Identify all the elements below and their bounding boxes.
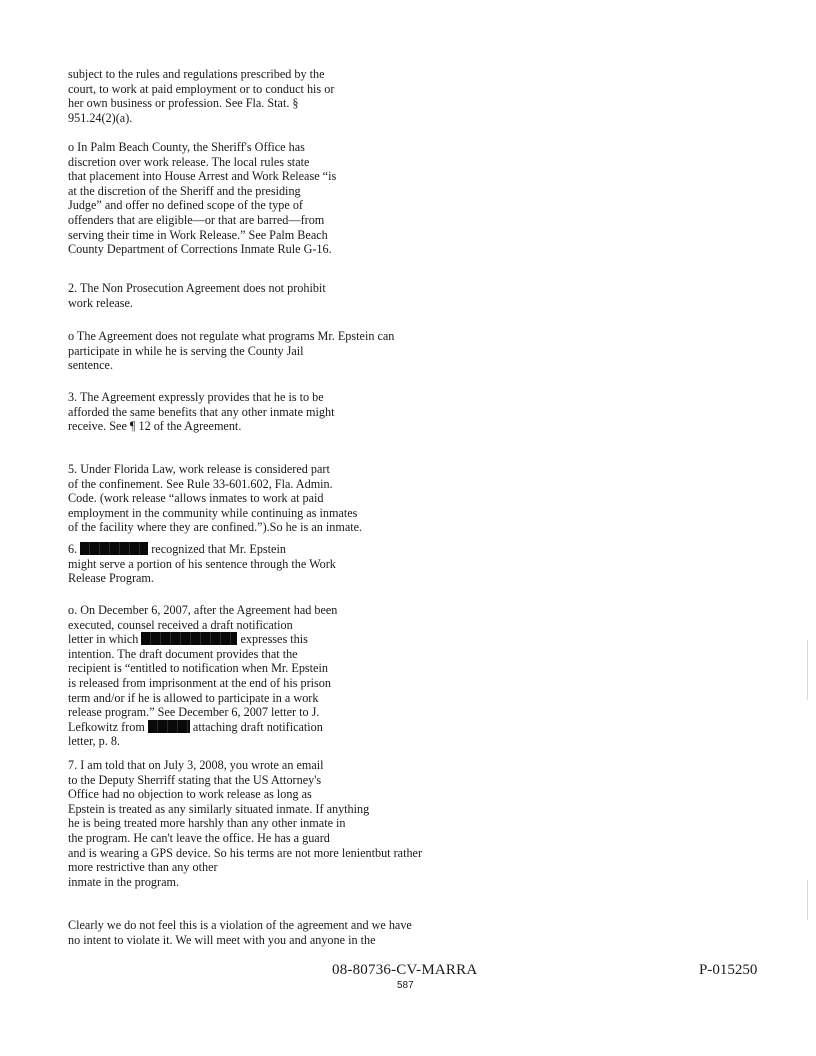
paragraph-notification-part-a: o. On December 6, 2007, after the Agreement had been executed, counsel received a draft notification letter in which bbox=[68, 603, 338, 647]
redaction-block bbox=[141, 632, 237, 645]
paragraph-conclusion: Clearly we do not feel this is a violation of the agreement and we have no intent to violate it. We will meet with you and anyone in the bbox=[68, 918, 412, 947]
scan-mark bbox=[807, 640, 808, 700]
bates-number: P-015250 bbox=[699, 962, 758, 978]
page-number: 587 bbox=[397, 980, 414, 991]
paragraph-notification-part-c: attaching draft notification letter, p. 8. bbox=[68, 719, 323, 749]
paragraph-7: 7. I am told that on July 3, 2008, you wrote an email to the Deputy Sherriff stating that the US Attorney's Office had no objection to work release as long as Epstein is treated as any similarly situated inmate. If anything he is being treated more harshly than any other inmate in the program. He can't leave the office. He has a guard and is wearing a GPS device. So his terms are not more lenientbut rather more restrictive than any other inmate in the program. bbox=[68, 758, 423, 889]
paragraph-3: 3. The Agreement expressly provides that he is to be afforded the same benefits that any other inmate might receive. See ¶ 12 of the Agreement. bbox=[68, 390, 335, 434]
paragraph-notification-part-b: expresses this intention. The draft document provides that the recipient is “entitled to notification when Mr. Epstein is released from imprisonment at the end of his prison term and/or if he is allowed to participate in a work release program.” See December 6, 2007 letter to J. Lefkowitz from bbox=[68, 632, 331, 734]
redaction-block bbox=[80, 542, 148, 555]
paragraph-statute: subject to the rules and regulations prescribed by the court, to work at paid employment or to conduct his or her own business or profession. See Fla. Stat. § 951.24(2)(a). bbox=[68, 67, 335, 125]
case-number: 08-80736-CV-MARRA bbox=[332, 962, 478, 978]
paragraph-2: 2. The Non Prosecution Agreement does not prohibit work release. bbox=[68, 281, 326, 310]
paragraph-agreement-programs: o The Agreement does not regulate what programs Mr. Epstein can participate in while he is serving the County Jail sentence. bbox=[68, 329, 395, 373]
paragraph-palm-beach: o In Palm Beach County, the Sheriff's Office has discretion over work release. The local rules state that placement into House Arrest and Work Release “is at the discretion of the Sheriff and the presiding Judge” and offer no defined scope of the type of offenders that are eligible—or that are barred—from serving their time in Work Release.” See Palm Beach County Department of Corrections Inmate Rule G-16. bbox=[68, 140, 337, 257]
paragraph-6 bbox=[68, 542, 448, 586]
paragraph-6-text: recognized that Mr. Epstein might serve a portion of his sentence through the Work Release Program. bbox=[68, 542, 336, 586]
scan-mark bbox=[807, 880, 808, 920]
redaction-block bbox=[148, 720, 190, 733]
paragraph-5: 5. Under Florida Law, work release is considered part of the confinement. See Rule 33-601.602, Fla. Admin. Code. (work release “allows inmates to work at paid employment in the community while continuing as inmates of the facility where they are confined.”).So he is an inmate. bbox=[68, 462, 363, 535]
paragraph-6-number: 6. bbox=[68, 542, 81, 556]
paragraph-notification-letter bbox=[68, 603, 448, 749]
